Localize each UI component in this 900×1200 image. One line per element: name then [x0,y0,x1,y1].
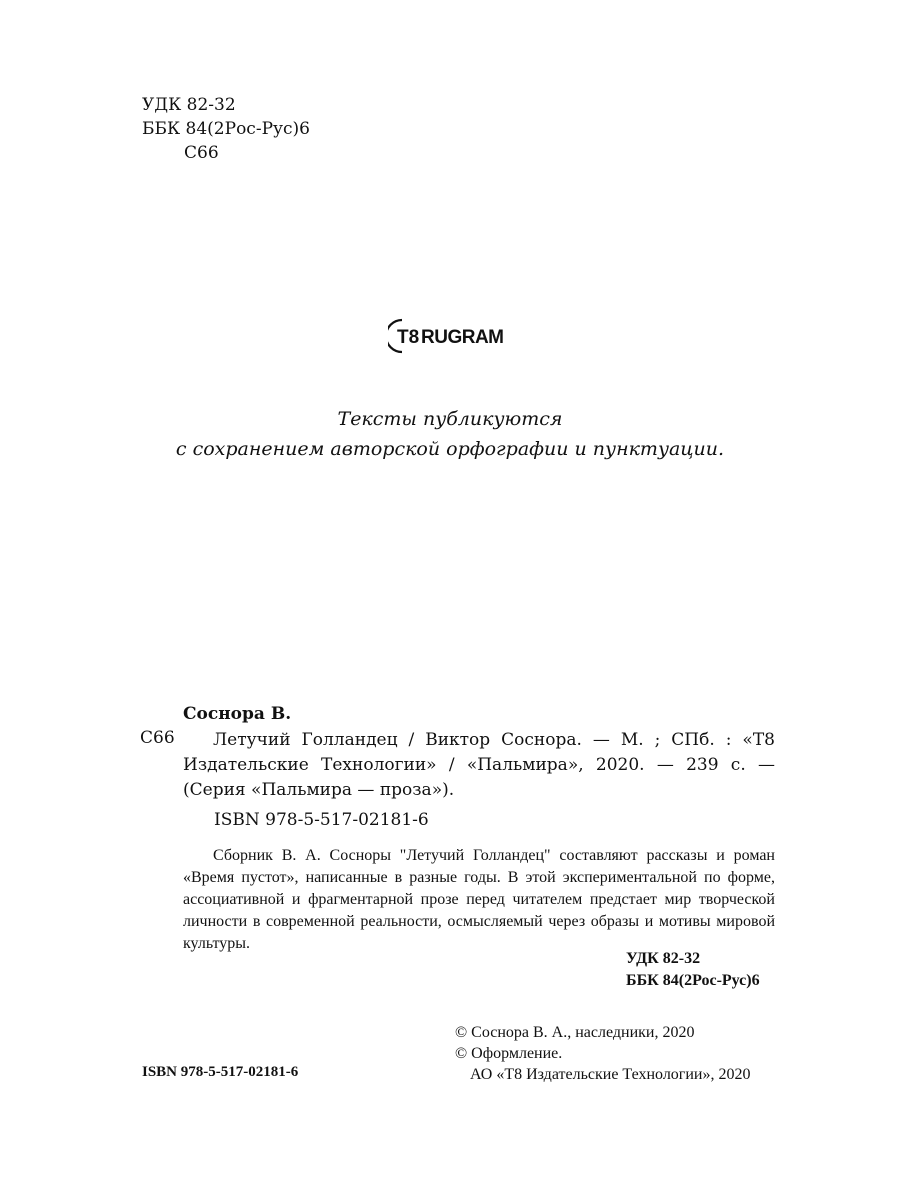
book-abstract: Сборник В. А. Сосноры "Летучий Голландец" составляют рассказы и роман «Время пустот», написанные в разные годы. В этой экспериментальной по форме, ассоциативной и фрагментарной прозе перед читателем предстает мир творческой личности в современной реальности, осмысляемый через образы и мотивы мировой культуры. [183,847,775,952]
publication-notice [0,404,900,464]
record-isbn: ISBN 978-5-517-02181-6 [214,810,429,830]
author-mark: С66 [184,143,219,163]
udk-code: УДК 82-32 [142,95,236,115]
copyright-line-3: АО «Т8 Издательские Технологии», 2020 [470,1066,751,1083]
bbk-code: ББК 84(2Рос-Рус)6 [142,119,310,139]
classification-block [142,93,310,165]
record-classification [626,948,760,992]
record-code: С66 [140,728,175,748]
logo-mark: T8 [397,327,420,348]
bibliographic-description: Летучий Голландец / Виктор Соснора. — М. ; СПб. : «Т8 Издательские Технологии» / «Пальмира», 2020. — 239 с. — (Серия «Пальмира — проза»). [183,730,775,800]
isbn-bottom: ISBN 978-5-517-02181-6 [142,1064,299,1080]
record-author: Соснора В. [183,704,292,724]
notice-line-1: Тексты публикуются [337,408,563,430]
notice-line-2: с сохранением авторской орфографии и пунктуации. [175,438,725,460]
t8-rugram-logo [388,315,528,355]
copyright-line-1: © Соснора В. А., наследники, 2020 [455,1024,695,1041]
record-bbk: ББК 84(2Рос-Рус)6 [626,972,760,989]
copyright-line-2: © Оформление. [455,1045,563,1062]
copyright-block [455,1022,751,1085]
logo-text: RUGRAM [421,327,504,348]
record-udk: УДК 82-32 [626,950,701,967]
